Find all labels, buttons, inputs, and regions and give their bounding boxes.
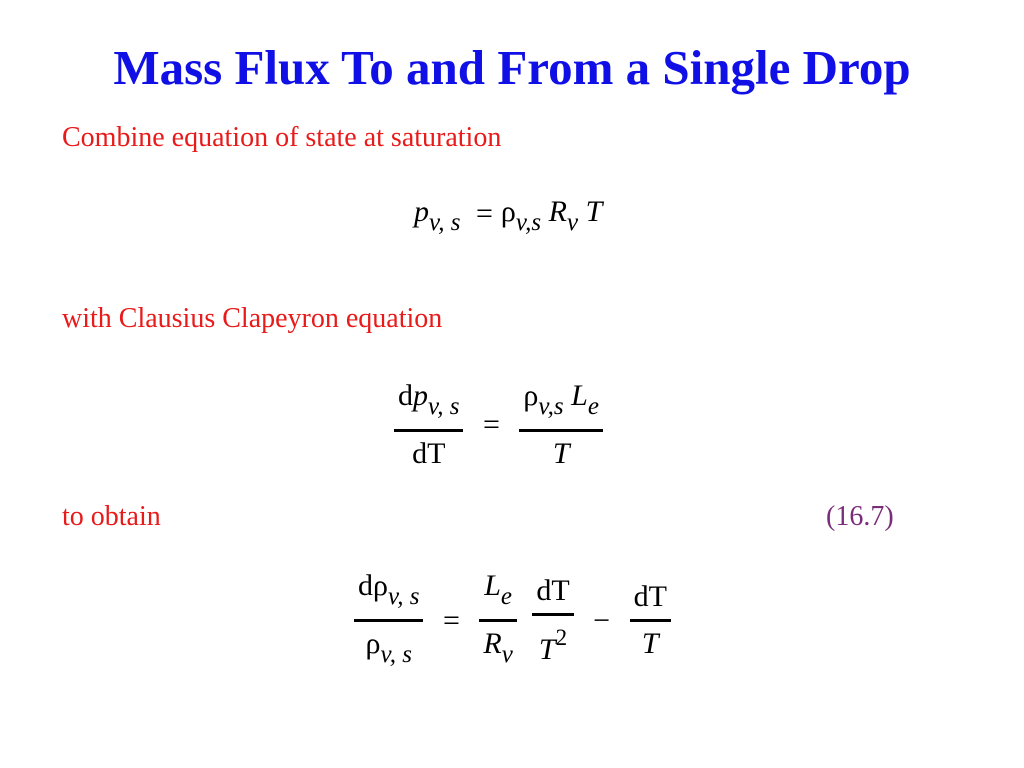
fraction-denominator: $\rho_{v, s}$ (365, 627, 412, 668)
equation-16-7 (350, 568, 675, 673)
fraction-numerator: $\rho_{v,s}$ $L_e$ (519, 378, 603, 432)
fraction-denominator: T (552, 437, 570, 470)
equals-sign: = (442, 603, 460, 637)
fraction-denominator: dT (412, 437, 446, 470)
fraction-denominator: $T^2$ (538, 625, 568, 666)
equals-sign: = (482, 408, 500, 441)
subscript-vs: v, s (429, 209, 461, 236)
equation-clausius-clapeyron (390, 378, 607, 472)
symbol-R: R (548, 195, 567, 228)
fraction-dT-over-T (630, 579, 671, 662)
slide-title: Mass Flux To and From a Single Drop (113, 40, 911, 95)
fraction-dp-dT (394, 378, 463, 472)
text-to-obtain: to obtain (62, 501, 161, 532)
fraction-L-over-R (479, 568, 516, 673)
fraction-drho-over-rho (354, 568, 423, 673)
fraction-denominator: $R_v$ (483, 627, 513, 668)
fraction-numerator: $d\rho_{v, s}$ (354, 568, 423, 622)
equals-sign: = (475, 197, 493, 231)
fraction-numerator: dT (532, 573, 573, 616)
symbol-rho: ρ (500, 195, 516, 228)
symbol-p: p (414, 195, 429, 228)
text-combine-eos: Combine equation of state at saturation (62, 122, 502, 153)
minus-sign: − (593, 603, 611, 637)
subscript-v: v (566, 209, 579, 236)
fraction-numerator: $L_e$ (479, 568, 516, 622)
equation-state-saturation (414, 194, 602, 241)
fraction-numerator: $dp_{v, s}$ (394, 378, 463, 432)
text-clausius-clapeyron: with Clausius Clapeyron equation (62, 303, 443, 334)
subscript-vs: v,s (515, 209, 542, 236)
fraction-numerator: dT (630, 579, 671, 622)
fraction-rho-L-over-T (519, 378, 603, 472)
fraction-dT-over-T2 (532, 573, 573, 668)
equation-number: (16.7) (826, 501, 894, 532)
symbol-T: T (585, 195, 603, 228)
fraction-denominator: T (641, 627, 659, 660)
